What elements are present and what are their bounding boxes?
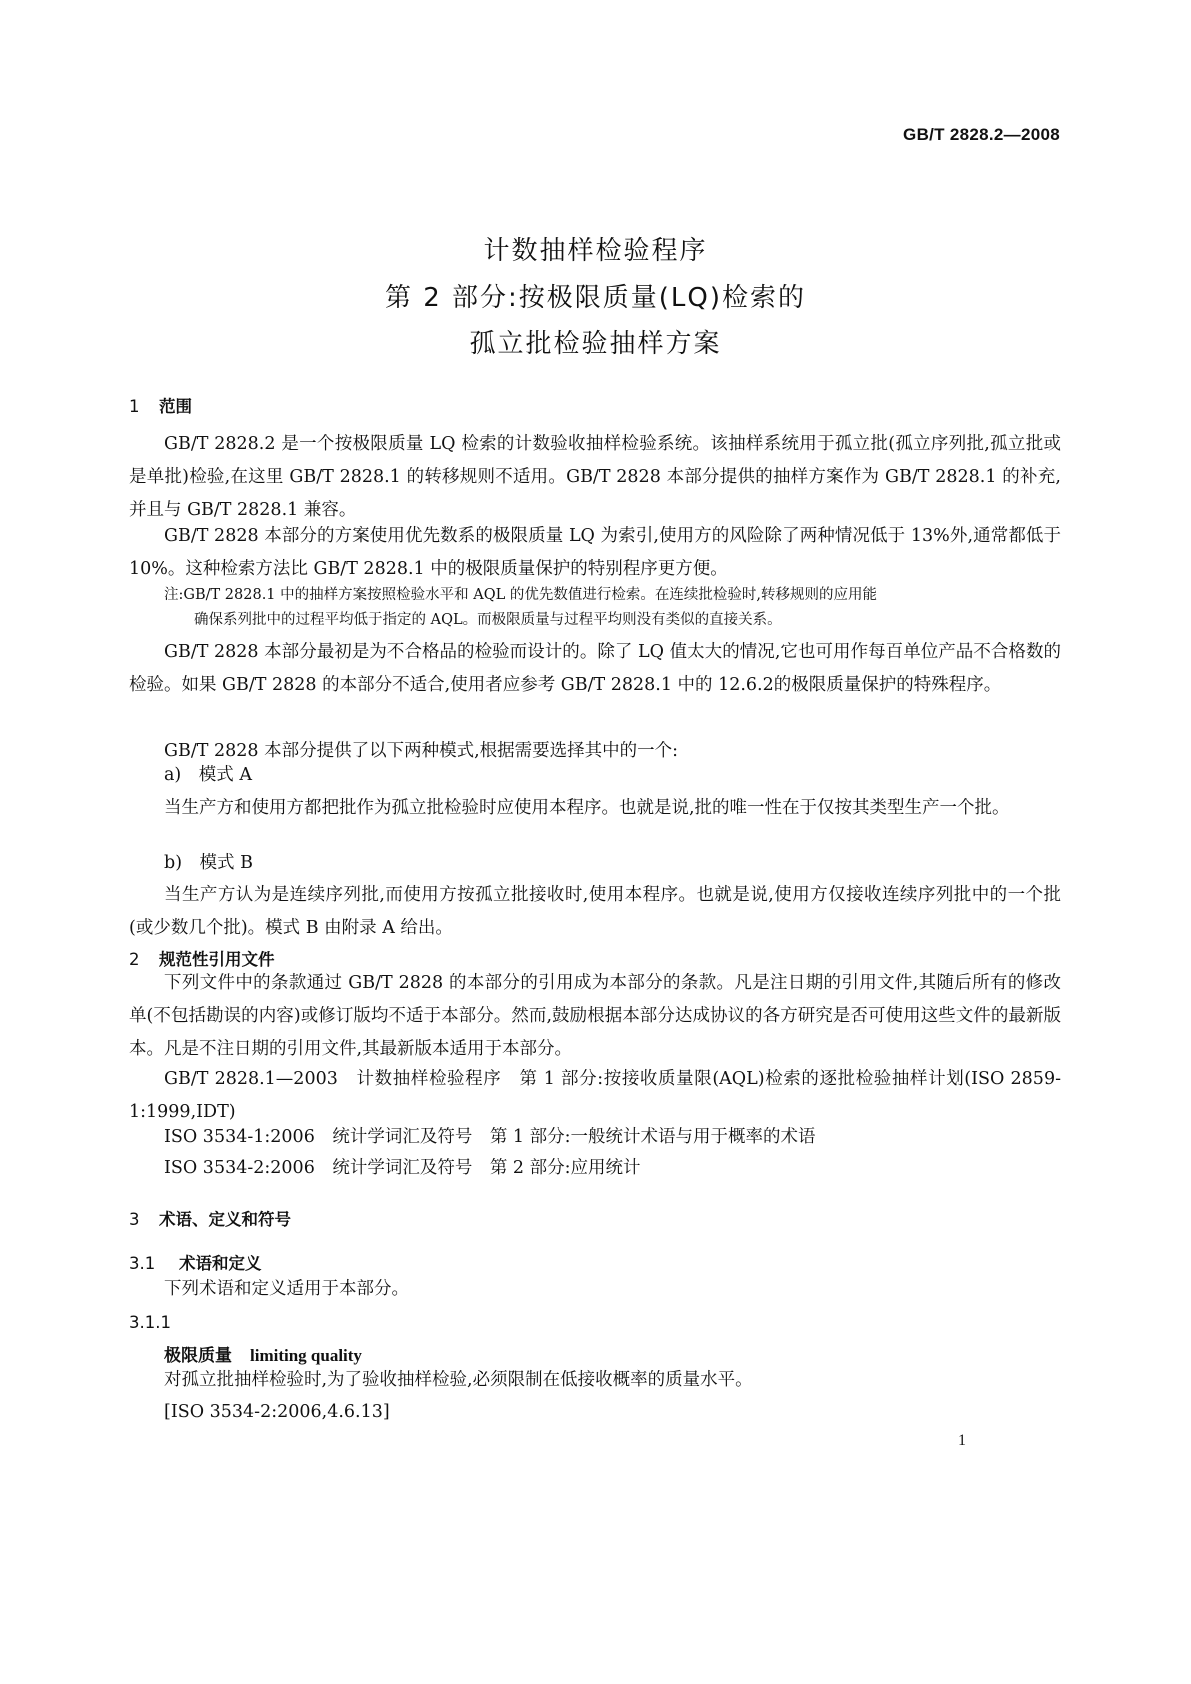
paragraph: GB/T 2828 本部分最初是为不合格品的检验而设计的。除了 LQ 值太大的情况,它也可用作每百单位产品不合格数的检验。如果 GB/T 2828 的本部分不适合,使用者应参考 GB/T 2828.1 中的 12.6.2的极限质量保护的特殊程序。 (129, 642, 1061, 695)
subsection-number: 3.1 (129, 1254, 156, 1273)
section-title: 术语、定义和符号 (159, 1210, 291, 1229)
note (164, 583, 1062, 633)
subsection-heading (129, 1250, 262, 1274)
section-number: 2 (129, 950, 140, 969)
note-line: 确保系列批中的过程平均低于指定的 AQL。而极限质量与过程平均则没有类似的直接关系。 (194, 612, 782, 628)
title-line-1: 计数抽样检验程序 (483, 236, 708, 266)
paragraph: 当生产方认为是连续序列批,而使用方按孤立批接收时,使用本程序。也就是说,使用方仅接收连续序列批中的一个批(或少数几个批)。模式 B 由附录 A 给出。 (129, 885, 1061, 938)
paragraph: GB/T 2828 本部分的方案使用优先数系的极限质量 LQ 为索引,使用方的风险除了两种情况低于 13%外,通常都低于 10%。这种检索方法比 GB/T 2828.1 中的极限质量保护的特别程序更方便。 (129, 526, 1061, 579)
paragraph: GB/T 2828 本部分提供了以下两种模式,根据需要选择其中的一个: (164, 741, 679, 761)
list-item-label: b) 模式 B (164, 853, 253, 873)
section-1-heading (129, 393, 192, 417)
section-title: 规范性引用文件 (159, 950, 275, 969)
section-3-heading (129, 1206, 291, 1230)
page-number: 1 (958, 1432, 966, 1449)
section-number: 1 (129, 397, 140, 416)
term-entry (164, 1341, 362, 1366)
term-chinese: 极限质量 (164, 1346, 232, 1366)
reference-entry: ISO 3534-1:2006 统计学词汇及符号 第 1 部分:一般统计术语与用于概率的术语 (164, 1127, 816, 1147)
paragraph: GB/T 2828.2 是一个按极限质量 LQ 检索的计数验收抽样检验系统。该抽样系统用于孤立批(孤立序列批,孤立批或是单批)检验,在这里 GB/T 2828.1 的转移规则不适用。GB/T 2828 本部分提供的抽样方案作为 GB/T 2828.1 的补充,并且与 GB/T 2828.1 兼容。 (129, 434, 1061, 520)
term-definition: 对孤立批抽样检验时,为了验收抽样检验,必须限制在低接收概率的质量水平。 (164, 1370, 753, 1390)
paragraph: 下列文件中的条款通过 GB/T 2828 的本部分的引用成为本部分的条款。凡是注日期的引用文件,其随后所有的修改单(不包括勘误的内容)或修订版均不适于本部分。然而,鼓励根据本部分达成协议的各方研究是否可使用这些文件的最新版本。凡是不注日期的引用文件,其最新版本适用于本部分。 (129, 973, 1061, 1059)
term-english: limiting quality (250, 1346, 362, 1365)
reference-entry: GB/T 2828.1—2003 计数抽样检验程序 第 1 部分:按接收质量限(AQL)检索的逐批检验抽样计划(ISO 2859-1:1999,IDT) (129, 1069, 1061, 1122)
standard-number: GB/T 2828.2—2008 (903, 125, 1060, 144)
paragraph: 下列术语和定义适用于本部分。 (164, 1279, 409, 1299)
list-item-label: a) 模式 A (164, 765, 252, 785)
paragraph: 当生产方和使用方都把批作为孤立批检验时应使用本程序。也就是说,批的唯一性在于仅按其类型生产一个批。 (164, 798, 1010, 818)
note-line: 注:GB/T 2828.1 中的抽样方案按照检验水平和 AQL 的优先数值进行检索。在连续批检验时,转移规则的应用能 (164, 587, 877, 603)
reference-entry: ISO 3534-2:2006 统计学词汇及符号 第 2 部分:应用统计 (164, 1158, 641, 1178)
section-number: 3 (129, 1210, 140, 1229)
clause-number: 3.1.1 (129, 1313, 171, 1332)
title-line-3: 孤立批检验抽样方案 (469, 329, 722, 359)
title-line-2: 第 2 部分:按极限质量(LQ)检索的 (384, 283, 807, 313)
section-title: 范围 (159, 397, 192, 416)
subsection-title: 术语和定义 (179, 1254, 262, 1273)
term-source: [ISO 3534-2:2006,4.6.13] (164, 1402, 390, 1422)
